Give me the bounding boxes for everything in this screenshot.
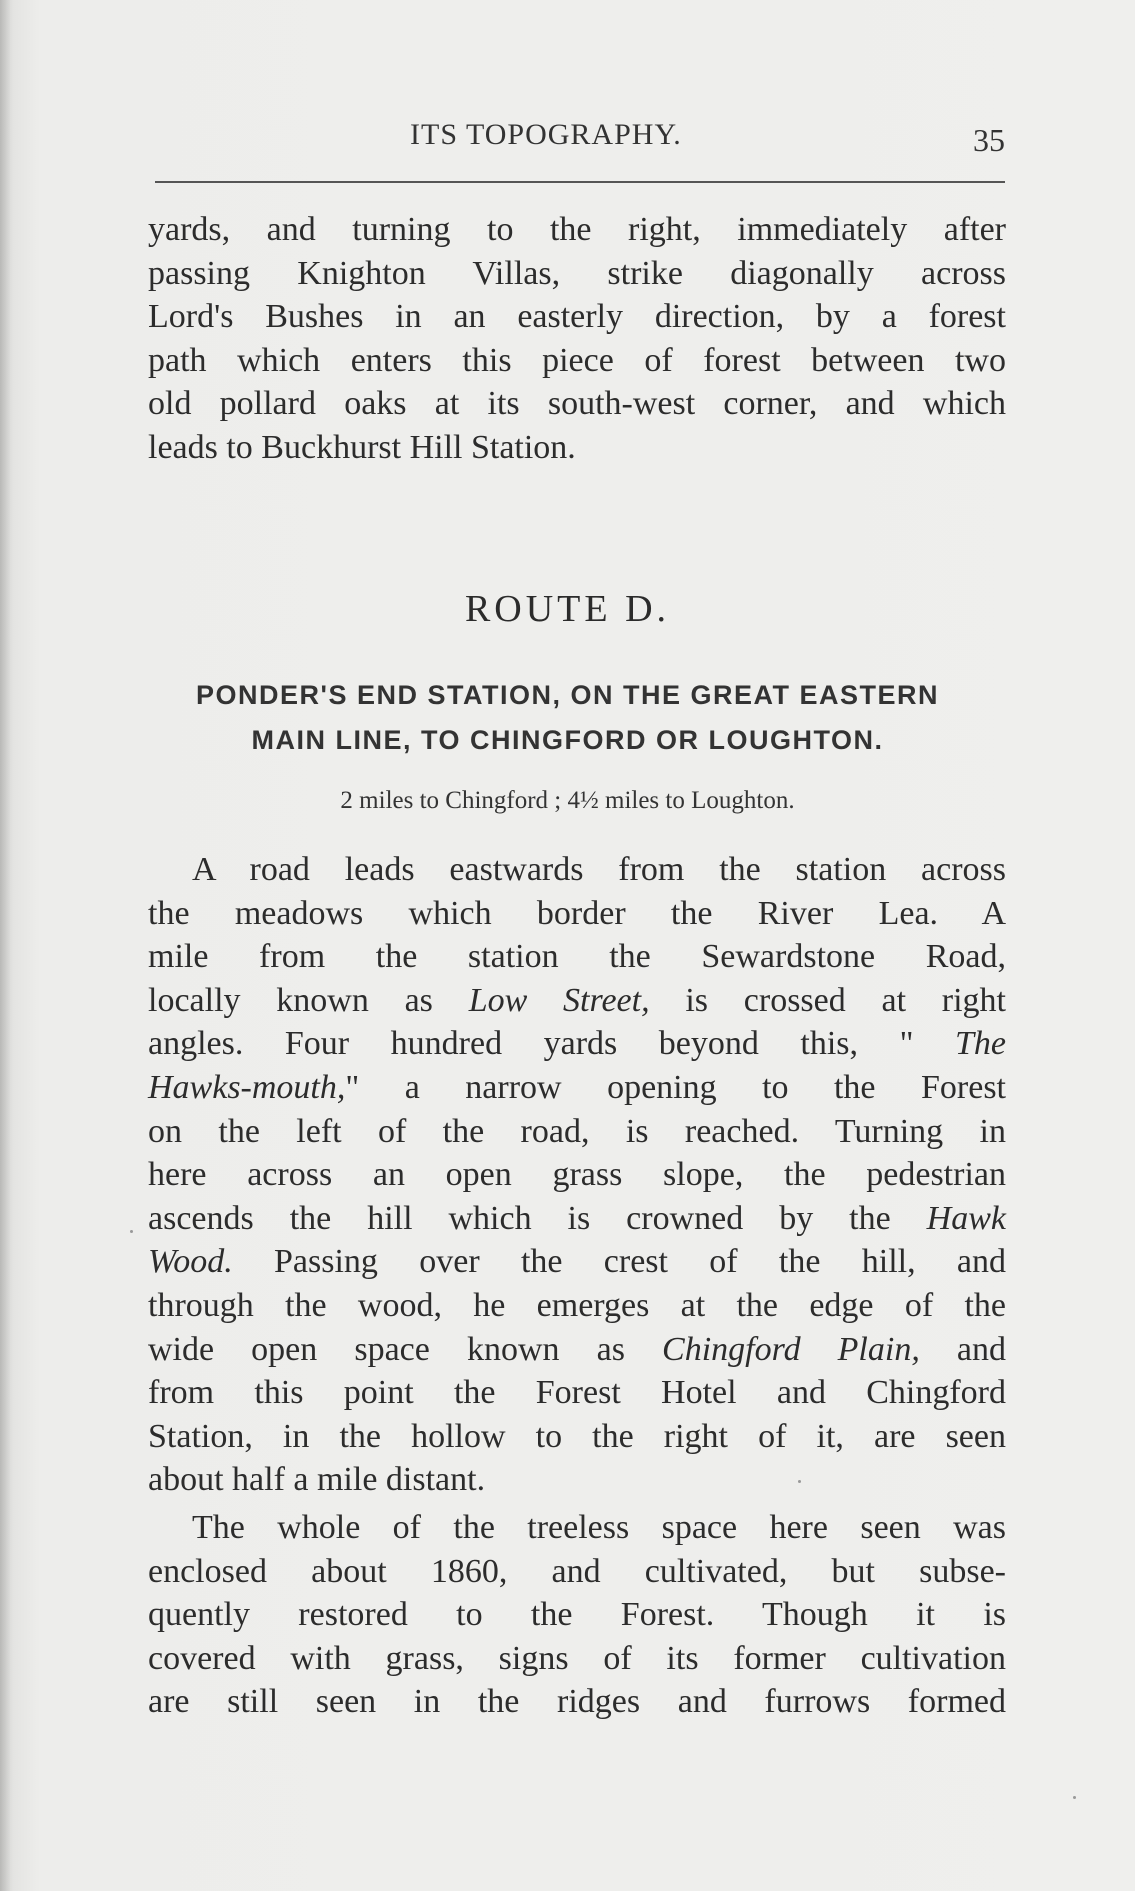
text-line: A road leads eastwards from the station across — [192, 851, 1006, 888]
section-heading: ROUTE D. — [464, 588, 671, 630]
text-line: Lord's Bushes in an easterly direction, by a forest — [148, 298, 1006, 336]
text-run: locally known as — [148, 981, 433, 1019]
paper-speck — [798, 1480, 801, 1483]
paragraph-history — [148, 1506, 1006, 1724]
paper-speck — [130, 1230, 133, 1233]
text-line: old pollard oaks at its south-west corner, and which — [148, 385, 1006, 423]
text-run: ascends the hill which is crowned by the — [148, 1199, 891, 1237]
text-line — [148, 1240, 1006, 1284]
text-line — [148, 1328, 1006, 1372]
text-line: quently restored to the Forest. Though it is — [148, 1596, 1006, 1634]
place-name-italic: Hawks-mouth, — [148, 1068, 346, 1106]
page-number: 35 — [973, 122, 1005, 158]
text-line: here across an open grass slope, the pedestrian — [148, 1156, 1006, 1194]
text-line: path which enters this piece of forest between two — [148, 341, 1006, 379]
section-subheading-line: MAIN LINE, TO CHINGFORD OR LOUGHTON. — [251, 725, 884, 755]
text-line: about half a mile distant. — [148, 1461, 486, 1499]
text-line: from this point the Forest Hotel and Chingford — [148, 1374, 1006, 1412]
text-line: through the wood, he emerges at the edge of the — [148, 1286, 1006, 1324]
running-head — [155, 118, 1005, 158]
text-line — [148, 1022, 1006, 1066]
text-run: " a narrow opening to the Forest — [345, 1068, 1006, 1106]
paragraph-route-description — [148, 848, 1006, 1502]
place-name-italic: The — [955, 1025, 1007, 1063]
text-line — [148, 979, 1006, 1023]
running-title: ITS TOPOGRAPHY. — [410, 118, 682, 151]
header-rule — [155, 181, 1005, 183]
route-distances: 2 miles to Chingford ; 4½ miles to Loughton. — [340, 787, 795, 814]
text-run: is crossed at right — [685, 981, 1007, 1019]
text-line: are still seen in the ridges and furrows formed — [148, 1683, 1006, 1721]
text-line: passing Knighton Villas, strike diagonally across — [148, 254, 1006, 292]
text-line: Station, in the hollow to the right of it, are seen — [148, 1417, 1006, 1455]
text-line — [148, 1197, 1006, 1241]
place-name-italic: Hawk — [926, 1199, 1006, 1237]
place-name-italic: Chingford Plain, — [662, 1330, 920, 1368]
text-line: enclosed about 1860, and cultivated, but subse- — [148, 1552, 1006, 1590]
text-line — [148, 1066, 1006, 1110]
page-gutter-shadow — [0, 0, 10, 1891]
text-line: the meadows which border the River Lea. A — [148, 894, 1006, 932]
text-line: leads to Buckhurst Hill Station. — [148, 428, 576, 466]
text-line: The whole of the treeless space here seen was — [192, 1509, 1006, 1546]
text-run: Passing over the crest of the hill, and — [232, 1243, 1006, 1281]
text-line: yards, and turning to the right, immediately after — [148, 211, 1006, 248]
place-name-italic: Wood. — [148, 1243, 233, 1281]
text-run: angles. Four hundred yards beyond this, " — [148, 1025, 914, 1063]
text-line: mile from the station the Sewardstone Road, — [148, 938, 1006, 976]
section-subheading-line: PONDER'S END STATION, ON THE GREAT EASTERN — [196, 680, 939, 710]
paper-speck — [1073, 1796, 1076, 1799]
text-line: covered with grass, signs of its former cultivation — [148, 1639, 1006, 1677]
place-name-italic: Low Street, — [468, 981, 650, 1019]
text-run: and — [919, 1330, 1007, 1368]
text-run: wide open space known as — [148, 1330, 625, 1368]
text-line: on the left of the road, is reached. Turning in — [148, 1112, 1006, 1150]
paragraph-continued — [148, 208, 1006, 470]
